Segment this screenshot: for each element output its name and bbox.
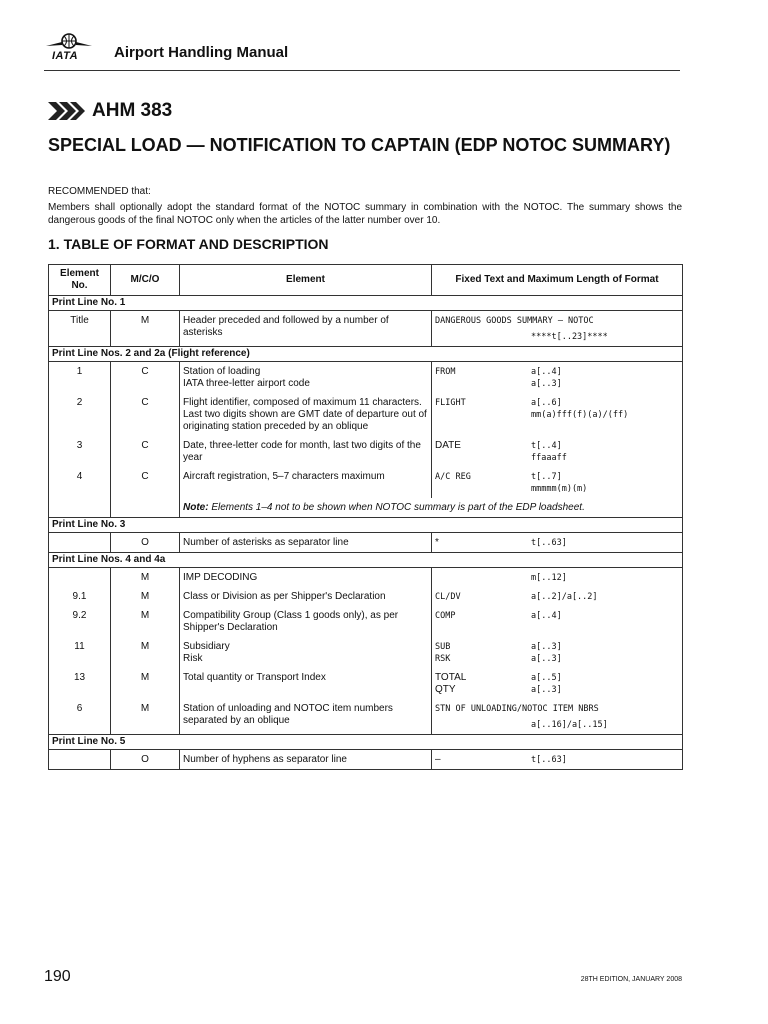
format-text: m[..12] [531, 573, 567, 583]
table-row [49, 436, 683, 467]
note-row [49, 498, 683, 518]
cell-mco: C [111, 393, 180, 436]
cell-fixed [432, 637, 683, 668]
group-row [49, 518, 683, 533]
cell-element: Class or Division as per Shipper's Declaration [180, 587, 432, 606]
fixed-text [435, 572, 531, 584]
cell-element: Number of hyphens as separator line [180, 750, 432, 770]
fixed-text: * [435, 537, 439, 548]
table-row [49, 750, 683, 770]
table-row [49, 606, 683, 637]
fixed-text: FROM [435, 367, 456, 377]
note-body: Elements 1–4 not to be shown when NOTOC summary is part of the EDP loadsheet. [211, 502, 585, 513]
page-number: 190 [44, 968, 71, 985]
cell-mco: M [111, 668, 180, 699]
cell-no: 3 [49, 436, 111, 467]
fixed-text: COMP [435, 611, 456, 621]
format-text: t[..7] [531, 472, 562, 482]
section-code-heading [48, 100, 172, 122]
header-fixed-text: Fixed Text and Maximum Length of Format [432, 265, 683, 296]
fixed-text: RSK [435, 654, 451, 664]
cell-mco: M [111, 637, 180, 668]
cell-fixed [432, 668, 683, 699]
cell-no: Title [49, 311, 111, 347]
cell-mco: M [111, 587, 180, 606]
cell-fixed [432, 750, 683, 770]
cell-no: 4 [49, 467, 111, 498]
format-text: ffaaaff [531, 453, 567, 463]
cell-fixed [432, 533, 683, 553]
table-row [49, 668, 683, 699]
cell-no: 11 [49, 637, 111, 668]
cell-no [49, 568, 111, 588]
cell-fixed [432, 393, 683, 436]
cell-fixed [432, 467, 683, 498]
page-title: SPECIAL LOAD — NOTIFICATION TO CAPTAIN (EDP NOTOC SUMMARY) [48, 135, 671, 155]
element-line: Subsidiary [183, 641, 230, 652]
group-row [49, 347, 683, 362]
cell-fixed [432, 436, 683, 467]
cell-element [180, 637, 432, 668]
section-code: AHM 383 [92, 100, 173, 121]
format-text: a[..2]/a[..2] [531, 592, 598, 602]
cell-element: Date, three-letter code for month, last two digits of the year [180, 436, 432, 467]
header-mco: M/C/O [111, 265, 180, 296]
cell-mco: M [111, 568, 180, 588]
cell-element: Station of unloading and NOTOC item numbers separated by an oblique [180, 699, 432, 735]
note-label: Note: [183, 502, 209, 513]
group-label: Print Line No. 3 [49, 518, 683, 533]
fixed-text: TOTAL [435, 672, 467, 683]
group-row [49, 553, 683, 568]
cell-no: 13 [49, 668, 111, 699]
table-row [49, 587, 683, 606]
fixed-text: FLIGHT [435, 398, 466, 408]
table-row [49, 393, 683, 436]
table-row [49, 568, 683, 588]
format-text: mmmmm(m)(m) [531, 484, 588, 494]
group-label: Print Line Nos. 2 and 2a (Flight reference) [49, 347, 683, 362]
format-text: a[..3] [531, 379, 562, 389]
cell-element: Number of asterisks as separator line [180, 533, 432, 553]
cell-mco: O [111, 533, 180, 553]
cell-fixed [432, 568, 683, 588]
fixed-text: DATE [435, 440, 461, 451]
format-text: t[..4] [531, 441, 562, 451]
cell-mco: C [111, 436, 180, 467]
format-text: a[..3] [531, 654, 562, 664]
section-heading: 1. TABLE OF FORMAT AND DESCRIPTION [48, 236, 329, 252]
format-text: a[..5] [531, 673, 562, 683]
format-text: mm(a)fff(f)(a)/(ff) [531, 410, 629, 420]
note-text [180, 498, 683, 518]
cell-no: 9.2 [49, 606, 111, 637]
edition-label: 28TH EDITION, JANUARY 2008 [580, 976, 682, 983]
cell-mco: M [111, 606, 180, 637]
cell-element: Compatibility Group (Class 1 goods only), as per Shipper's Declaration [180, 606, 432, 637]
page-header [44, 30, 680, 71]
element-line: Risk [183, 653, 203, 664]
cell-element: IMP DECODING [180, 568, 432, 588]
fixed-text: DANGEROUS GOODS SUMMARY – NOTOC [435, 316, 594, 326]
format-text: t[..63] [531, 755, 567, 765]
table-row [49, 637, 683, 668]
table-row [49, 699, 683, 735]
fixed-text: STN OF UNLOADING/NOTOC ITEM NBRS [435, 704, 599, 714]
fixed-text: CL/DV [435, 592, 461, 602]
cell-fixed [432, 311, 683, 347]
group-label: Print Line No. 5 [49, 735, 683, 750]
manual-title: Airport Handling Manual [114, 44, 289, 61]
fixed-text: A/C REG [435, 472, 471, 482]
element-line: Station of loading [183, 366, 261, 377]
table-row [49, 467, 683, 498]
cell-element [180, 362, 432, 394]
cell-mco: M [111, 311, 180, 347]
cell-no: 2 [49, 393, 111, 436]
format-table [48, 264, 683, 770]
iata-logo-text: IATA [52, 50, 79, 62]
format-text: a[..4] [531, 367, 562, 377]
cell-element: Aircraft registration, 5–7 characters maximum [180, 467, 432, 498]
format-text: a[..3] [531, 642, 562, 652]
cell-element: Total quantity or Transport Index [180, 668, 432, 699]
group-label: Print Line Nos. 4 and 4a [49, 553, 683, 568]
element-line: IATA three-letter airport code [183, 378, 310, 389]
header-element: Element [180, 265, 432, 296]
cell-mco: C [111, 362, 180, 394]
format-text: a[..4] [531, 611, 562, 621]
format-text: ****t[..23]**** [531, 332, 608, 342]
cell-mco: O [111, 750, 180, 770]
cell-element: Header preceded and followed by a number of asterisks [180, 311, 432, 347]
table-row [49, 311, 683, 347]
fixed-text: SUB [435, 642, 451, 652]
cell-fixed [432, 699, 683, 735]
fixed-text: QTY [435, 684, 456, 695]
cell-no [49, 750, 111, 770]
table-row [49, 362, 683, 394]
group-row [49, 296, 683, 311]
intro-paragraph: Members shall optionally adopt the standard format of the NOTOC summary in combination with the NOTOC. The summary shows the dangerous goods of the final NOTOC only when the articles of the latter number over 10. [48, 202, 682, 226]
cell-fixed [432, 587, 683, 606]
cell-element: Flight identifier, composed of maximum 11 characters. Last two digits shown are GMT date of departure out of originating station preceded by an oblique [180, 393, 432, 436]
group-row [49, 735, 683, 750]
format-text: a[..3] [531, 685, 562, 695]
cell-mco: C [111, 467, 180, 498]
cell-mco: M [111, 699, 180, 735]
fixed-text: – [435, 754, 441, 765]
cell-no: 9.1 [49, 587, 111, 606]
cell-fixed [432, 606, 683, 637]
cell-fixed [432, 362, 683, 394]
table-header-row [49, 265, 683, 296]
group-label: Print Line No. 1 [49, 296, 683, 311]
chevron-arrows-icon [48, 102, 86, 120]
format-text: a[..6] [531, 398, 562, 408]
recommended-label: RECOMMENDED that: [48, 186, 151, 197]
format-text: a[..16]/a[..15] [531, 720, 608, 730]
format-text: t[..63] [531, 538, 567, 548]
cell-no [49, 533, 111, 553]
table-row [49, 533, 683, 553]
cell-no: 6 [49, 699, 111, 735]
header-element-no: Element No. [49, 265, 111, 296]
cell-no: 1 [49, 362, 111, 394]
